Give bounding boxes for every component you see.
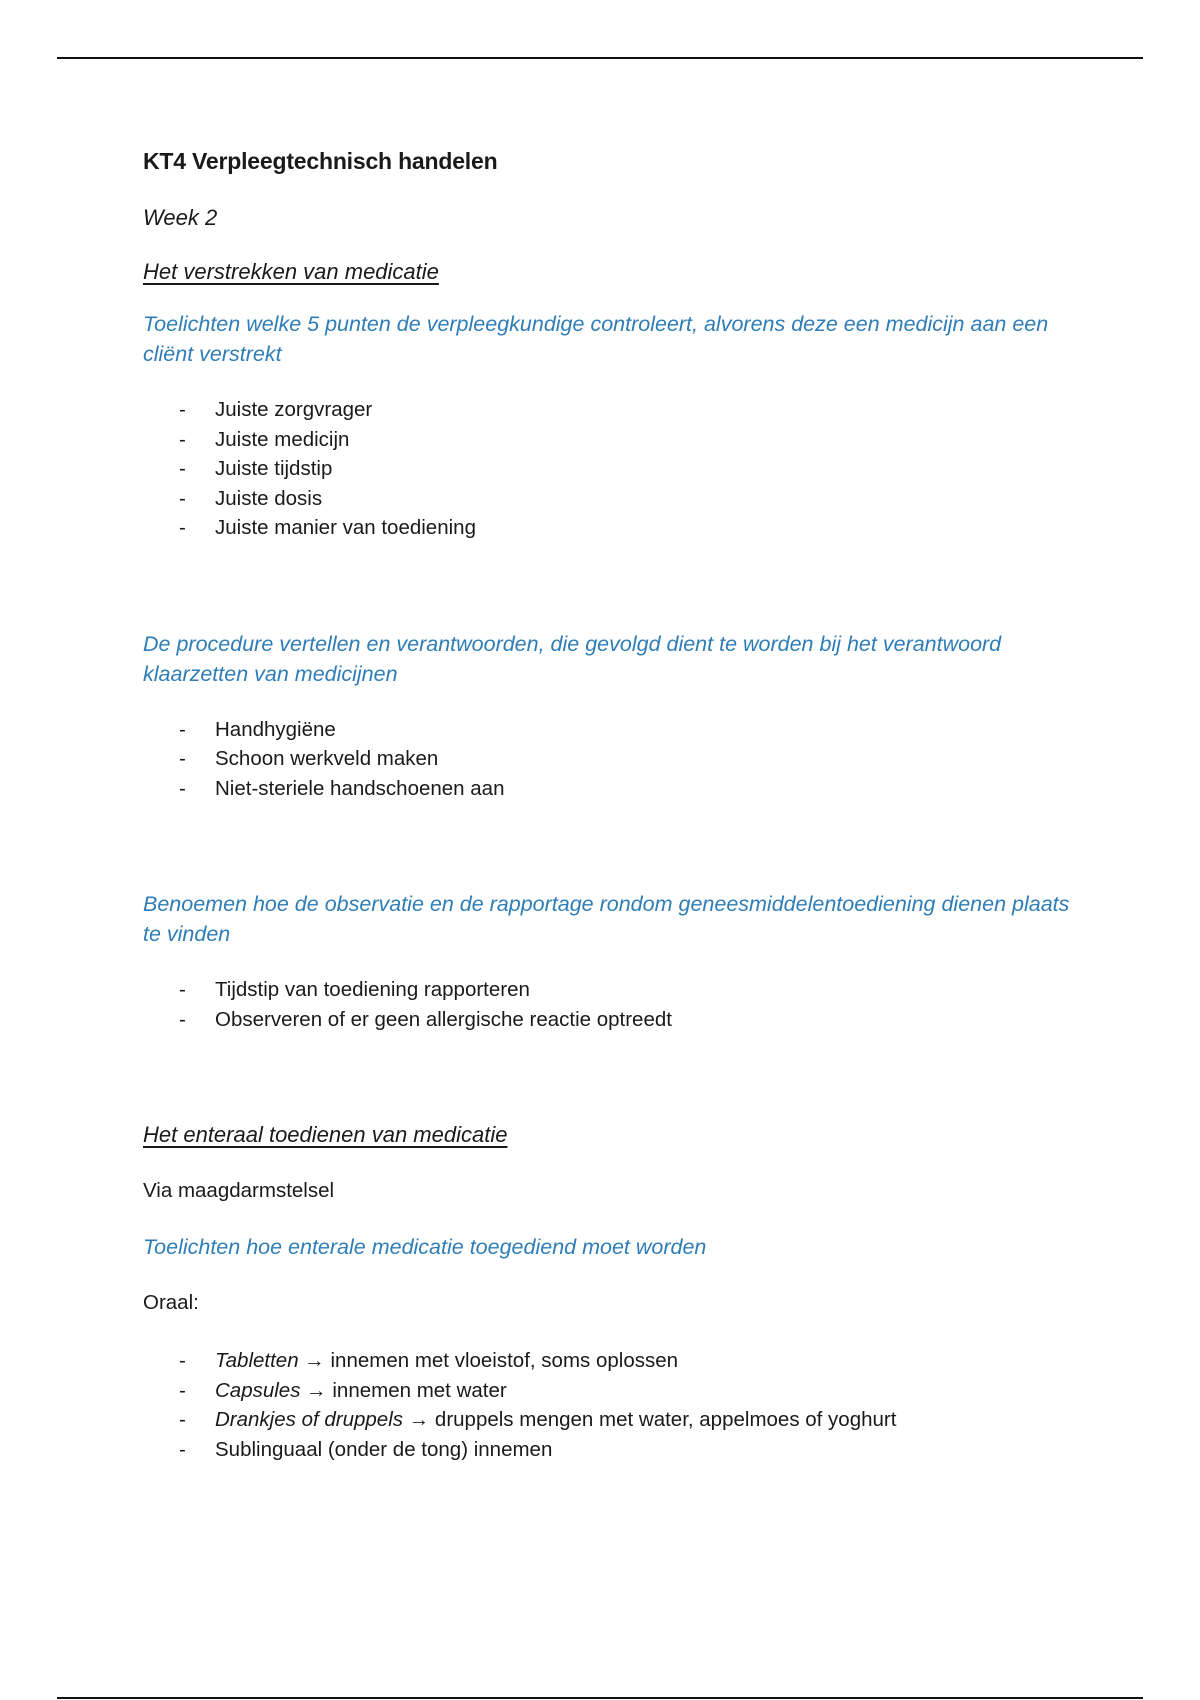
list-item: [179, 1346, 1073, 1376]
list-item: - Schoon werkveld maken: [179, 744, 1073, 774]
bottom-rule: [57, 1697, 1143, 1699]
list-item: - Juiste medicijn: [179, 425, 1073, 455]
item-text: → innemen met vloeistof, soms oplossen: [304, 1349, 679, 1372]
item-text: → innemen met water: [306, 1378, 507, 1402]
procedure-list: [143, 715, 1073, 804]
item-term: Tabletten: [215, 1349, 299, 1372]
list-item: - Juiste manier van toediening: [179, 513, 1073, 543]
oral-label: Oraal:: [143, 1291, 199, 1314]
oral-list: [143, 1346, 1073, 1464]
item-text: Sublinguaal (onder de tong) innemen: [215, 1437, 553, 1461]
list-item: - Tijdstip van toediening rapporteren: [179, 975, 1073, 1005]
question-observation: Benoemen hoe de observatie en de rapportage rondom geneesmiddelentoediening dienen plaats te vinden: [143, 892, 1070, 946]
top-rule: [57, 57, 1143, 59]
document-title: KT4 Verpleegtechnisch handelen: [143, 148, 498, 174]
list-item: [179, 1435, 1073, 1465]
list-item: - Handhygiëne: [179, 715, 1073, 745]
week-label: Week 2: [143, 205, 218, 230]
list-item: - Niet-steriele handschoenen aan: [179, 774, 1073, 804]
item-term: Drankjes of druppels: [215, 1408, 404, 1431]
intro-text: Via maagdarmstelsel: [143, 1179, 335, 1202]
question-enteral: Toelichten hoe enterale medicatie toegediend moet worden: [143, 1235, 707, 1259]
list-item: [179, 1376, 1073, 1406]
item-term: Capsules: [215, 1378, 301, 1402]
item-text: → druppels mengen met water, appelmoes of yoghurt: [408, 1408, 897, 1431]
question-five-checks: Toelichten welke 5 punten de verpleegkundige controleert, alvorens deze een medicijn aan een cliënt verstrekt: [143, 312, 1049, 366]
list-item: [179, 1405, 1073, 1435]
question-procedure: De procedure vertellen en verantwoorden, die gevolgd dient te worden bij het verantwoord klaarzetten van medicijnen: [143, 631, 1002, 686]
list-item: - Juiste dosis: [179, 484, 1073, 514]
list-item: - Observeren of er geen allergische reactie optreedt: [179, 1005, 1073, 1035]
section-heading-enteraal: Het enteraal toedienen van medicatie: [143, 1122, 508, 1147]
document-page: [143, 145, 1073, 1464]
list-item: - Juiste zorgvrager: [179, 395, 1073, 425]
five-checks-list: [143, 395, 1073, 543]
observation-list: [143, 975, 1073, 1034]
section-heading-verstrekken: Het verstrekken van medicatie: [143, 259, 439, 284]
list-item: - Juiste tijdstip: [179, 454, 1073, 484]
